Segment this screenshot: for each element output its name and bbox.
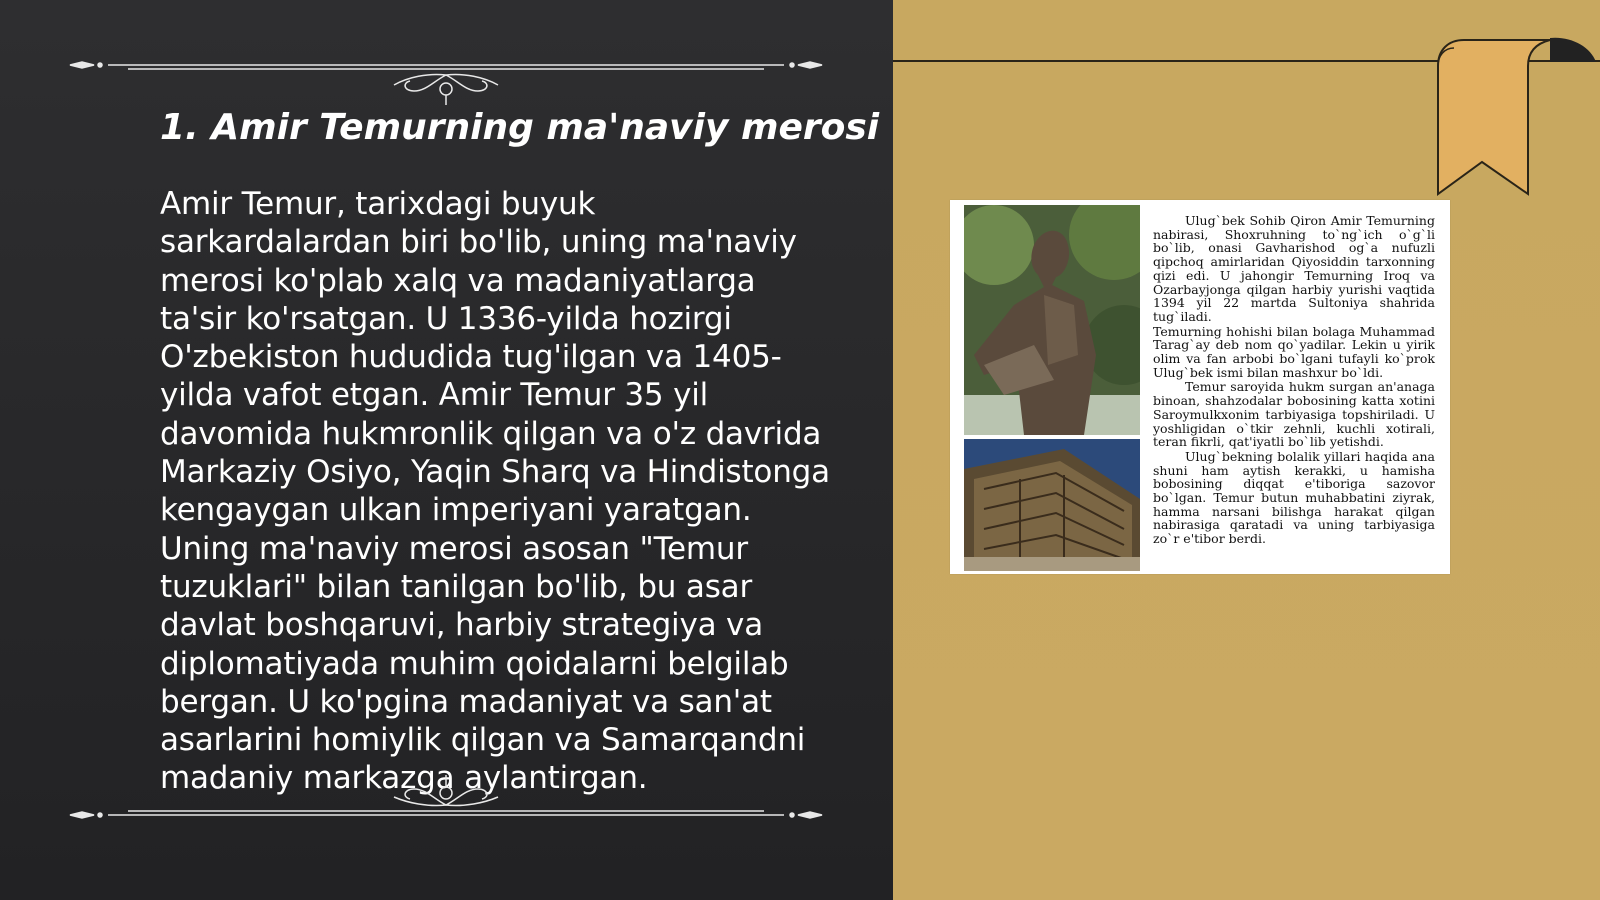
document-paragraph: Ulug`bekning bolalik yillari haqida ana shuni ham aytish kerakki, u hamisha bobosining diqqat e'tiboriga sazovor bo`lgan. Temur butun muhabbatini ziyrak, hamma narsani bilishga harakat qilgan nabirasiga qaratadi va uning tarbiyasiga zo`r e'tibor berdi. [1153,448,1435,547]
top-scroll-ornament [68,45,824,105]
carved-door-image [964,439,1140,571]
bottom-scroll-ornament [68,775,824,835]
document-paragraph: Temurning hohishi bilan bolaga Muhammad Tarag`ay deb nom qo`yadilar. Lekin u yirik olim va fan arbobi bo`lgani tufayli ko`prok Ulug`bek ismi bilan mashxur bo`ldi. [1153,323,1435,380]
slide-title: 1. Amir Temurning ma'naviy merosi [160,107,880,148]
slide-body-text: Amir Temur, tarixdagi buyuk sarkardalardan biri bo'lib, uning ma'naviy merosi ko'plab xalq va madaniyatlarga ta'sir ko'rsatgan. U 1336-yilda hozirgi O'zbekiston hududida tug'ilgan va 1405-yilda vafot etgan. Amir Temur 35 yil davomida hukmronlik qilgan va o'z davrida Markaziy Osiyo, Yaqin Sharq va Hindistonga kengaygan ulkan imperiyani yaratgan. Uning ma'naviy merosi asosan "Temur tuzuklari" bilan tanilgan bo'lib, bu asar davlat boshqaruvi, harbiy strategiya va diplomatiyada muhim qoidalarni belgilab bergan. U ko'pgina madaniyat va san'at asarlarini homiylik qilgan va Samarqandni madaniy markazga aylantirgan. [160,186,830,797]
bookmark-ribbon-icon [1430,36,1600,198]
document-paragraph: Ulug`bek Sohib Qiron Amir Temurning nabirasi, Shoxruhning to`ng`ich o`g`li bo`lib, onasi Gavharishod og`a nufuzli qipchoq amirlaridan Qiyosiddin tarxonning qizi edi. U jahongir Temurning Iroq va Ozarbayjonga qilgan harbiy yurishi vaqtida 1394 yil 22 martda Sultoniya shahrida tug`iladi. [1153,213,1435,324]
document-text-column [1153,214,1435,547]
statue-image [964,205,1140,435]
document-scan-card [950,200,1450,574]
statue-photo [964,205,1140,435]
document-paragraph: Temur saroyida hukm surgan an'anaga binoan, shahzodalar bobosining katta xotini Saroymulkxonim tarbiyasiga topshiriladi. U yoshligidan o`tkir zehnli, kuchli xotirali, teran fikrli, qat'iyatli bo`lib yetishdi. [1153,379,1435,450]
carved-door-photo [964,439,1140,571]
